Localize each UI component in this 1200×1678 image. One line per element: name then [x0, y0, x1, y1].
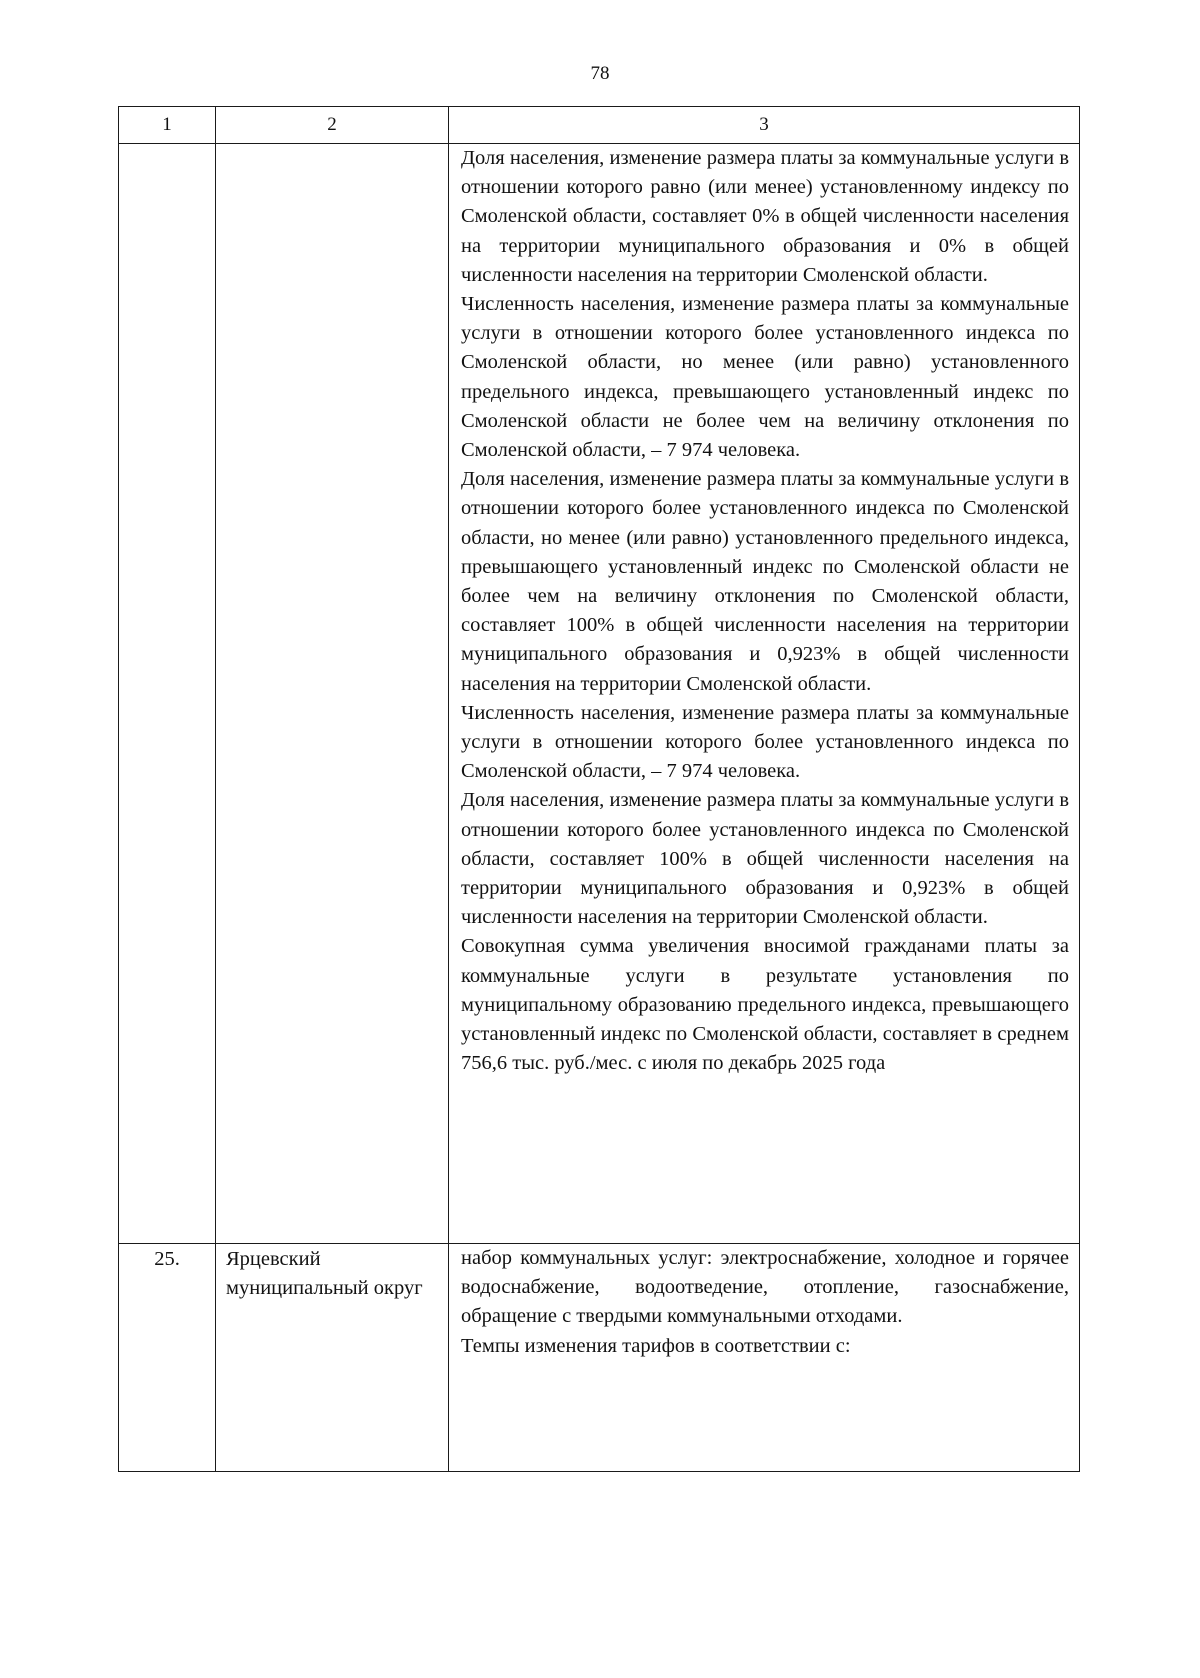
paragraph: Доля населения, изменение размера платы за коммунальные услуги в отношении которого более установленного индекса по Смоленской области, но менее (или равно) установленного предельного индекса, превышающего установленный индекс по Смоленской области не более чем на величину отклонения по Смоленской области, составляет 100% в общей численности населения на территории муниципального образования и 0,923% в общей численности населения на территории Смоленской области. [461, 468, 1069, 695]
municipality-name-cell [216, 144, 449, 1244]
paragraph: Темпы изменения тарифов в соответствии с: [461, 1334, 851, 1357]
paragraph: Доля населения, изменение размера платы за коммунальные услуги в отношении которого более установленного индекса по Смоленской области, составляет 100% в общей численности населения на территории муниципального образования и 0,923% в общей численности населения на территории Смоленской области. [461, 789, 1069, 929]
data-table [118, 106, 1080, 1472]
header-cell-3: 3 [449, 107, 1080, 144]
table-row [119, 144, 1080, 1244]
page-number: 78 [590, 63, 610, 84]
description-cell [449, 144, 1080, 1244]
table-row [119, 1244, 1080, 1472]
paragraph: Численность населения, изменение размера платы за коммунальные услуги в отношении которого более установленного индекса по Смоленской области, – 7 974 человека. [461, 701, 1069, 783]
paragraph: Численность населения, изменение размера платы за коммунальные услуги в отношении которого более установленного индекса по Смоленской области, но менее (или равно) установленного предельного индекса, превышающего установленный индекс по Смоленской области не более чем на величину отклонения по Смоленской области, – 7 974 человека. [461, 293, 1069, 462]
paragraph: Совокупная сумма увеличения вносимой гражданами платы за коммунальные услуги в результате установления по муниципальному образованию предельного индекса, превышающего установленный индекс по Смоленской области, составляет в среднем 756,6 тыс. руб./мес. с июля по декабрь 2025 года [461, 935, 1069, 1075]
paragraph: Доля населения, изменение размера платы за коммунальные услуги в отношении которого равно (или менее) установленному индексу по Смоленской области, составляет 0% в общей численности населения на территории муниципального образования и 0% в общей численности населения на территории Смоленской области. [461, 147, 1069, 286]
municipality-name-cell: Ярцевский муниципальный округ [216, 1244, 449, 1472]
row-number-cell [119, 144, 216, 1244]
paragraph: набор коммунальных услуг: электроснабжение, холодное и горячее водоснабжение, водоотведение, отопление, газоснабжение, обращение с твердыми коммунальными отходами. [461, 1247, 1069, 1328]
description-cell [449, 1244, 1080, 1472]
header-cell-2: 2 [216, 107, 449, 144]
row-number-cell: 25. [119, 1244, 216, 1472]
header-cell-1: 1 [119, 107, 216, 144]
table-header-row [119, 107, 1080, 144]
